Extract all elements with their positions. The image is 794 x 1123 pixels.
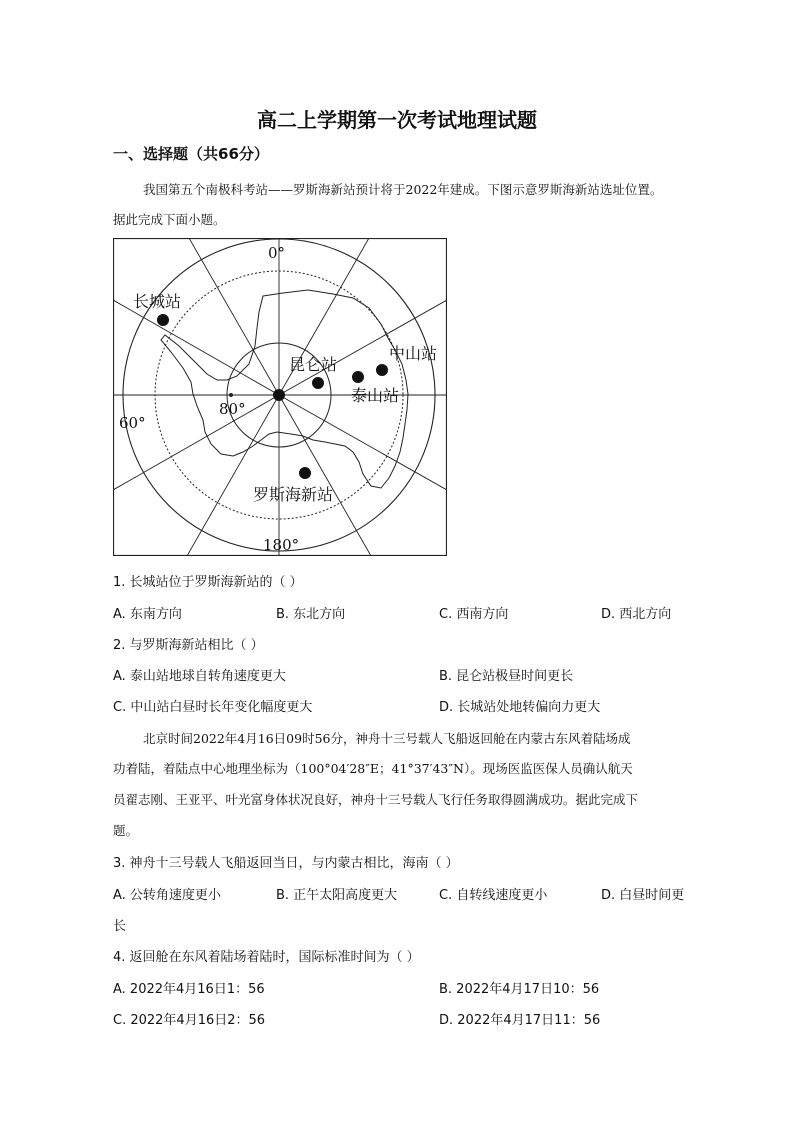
- q1-option-b[interactable]: B. 东北方向: [276, 607, 346, 622]
- label-80deg: 80°: [219, 400, 246, 418]
- label-changcheng: 长城站: [133, 292, 182, 311]
- q2-stem: 2. 与罗斯海新站相比（ ）: [113, 638, 264, 653]
- q3-option-c[interactable]: C. 自转线速度更小: [439, 888, 548, 903]
- intro-line-1: 我国第五个南极科考站——罗斯海新站预计将于2022年建成。下图示意罗斯海新站选址位置。: [143, 182, 663, 197]
- south-pole-dot: [273, 389, 285, 401]
- changcheng-station-dot: [157, 314, 169, 326]
- q3-option-d[interactable]: D. 白昼时间更: [601, 888, 685, 903]
- q3-option-a[interactable]: A. 公转角速度更小: [113, 888, 221, 903]
- section-heading: 一、选择题（共66分）: [113, 145, 269, 163]
- q2-option-b[interactable]: B. 昆仑站极昼时间更长: [439, 669, 574, 684]
- passage2-line-2: 功着陆，着陆点中心地理坐标为（100°04′28″E；41°37′43″N）。现场医监医保人员确认航天: [113, 761, 633, 776]
- zhongshan-station-dot: [376, 364, 388, 376]
- q4-option-d[interactable]: D. 2022年4月17日11：56: [439, 1013, 601, 1028]
- q4-option-b[interactable]: B. 2022年4月17日10：56: [439, 982, 600, 997]
- q2-option-c[interactable]: C. 中山站白昼时长年变化幅度更大: [113, 700, 313, 715]
- kunlun-station-dot: [312, 377, 324, 389]
- q2-option-d[interactable]: D. 长城站处地转偏向力更大: [439, 700, 601, 715]
- q2-option-a[interactable]: A. 泰山站地球自转角速度更大: [113, 669, 286, 684]
- passage2-line-3: 员翟志刚、王亚平、叶光富身体状况良好，神舟十三号载人飞行任务取得圆满成功。据此完成下: [113, 792, 639, 807]
- passage2-line-1: 北京时间2022年4月16日09时56分，神舟十三号载人飞船返回舱在内蒙古东风着陆场成: [143, 731, 631, 746]
- q4-stem: 4. 返回舱在东风着陆场着陆时，国际标准时间为（ ）: [113, 950, 420, 965]
- label-zhongshan: 中山站: [389, 344, 438, 363]
- q4-option-c[interactable]: C. 2022年4月16日2：56: [113, 1013, 266, 1028]
- q1-option-a[interactable]: A. 东南方向: [113, 607, 182, 622]
- label-180deg: 180°: [263, 536, 300, 554]
- page-title: 高二上学期第一次考试地理试题: [257, 108, 537, 132]
- q3-option-d-continued: 长: [113, 919, 127, 934]
- q1-stem: 1. 长城站位于罗斯海新站的（ ）: [113, 575, 303, 590]
- q3-stem: 3. 神舟十三号载人飞船返回当日，与内蒙古相比，海南（ ）: [113, 856, 459, 871]
- 80-degree-marker: [229, 393, 233, 397]
- q4-option-a[interactable]: A. 2022年4月16日1：56: [113, 982, 265, 997]
- intro-line-2: 据此完成下面小题。: [113, 212, 226, 227]
- label-kunlun: 昆仑站: [289, 355, 338, 374]
- label-taishan: 泰山站: [351, 386, 400, 405]
- passage2-line-4: 题。: [113, 823, 139, 838]
- q3-option-b[interactable]: B. 正午太阳高度更大: [276, 888, 398, 903]
- luosihai-station-dot: [299, 467, 311, 479]
- label-0deg: 0°: [268, 244, 286, 262]
- label-luosihai: 罗斯海新站: [253, 485, 334, 504]
- taishan-station-dot: [352, 371, 364, 383]
- q1-option-d[interactable]: D. 西北方向: [601, 607, 672, 622]
- label-60deg: 60°: [119, 414, 146, 432]
- antarctica-map: [113, 238, 447, 556]
- q1-option-c[interactable]: C. 西南方向: [439, 607, 509, 622]
